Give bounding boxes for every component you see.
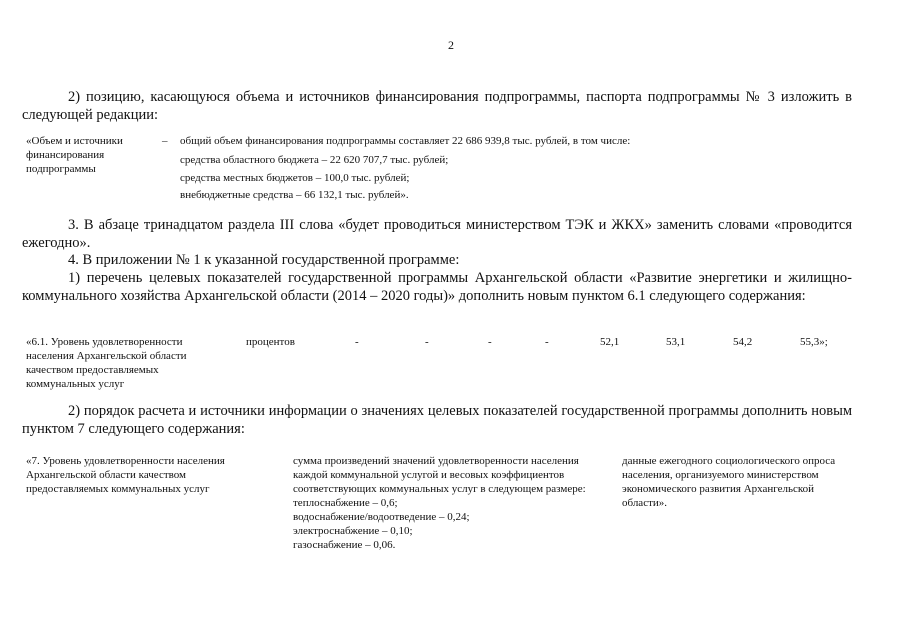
paragraph-item-4-2: 2) порядок расчета и источники информации о значениях целевых показателей государственной программы дополнить новым пунктом 7 следующего содержания: [22,403,852,437]
indicator-value: - [355,336,359,348]
paragraph-item-4: 4. В приложении № 1 к указанной государственной программе: [68,252,460,268]
indicator-value: 52,1 [600,336,620,348]
indicator-value: - [545,336,549,348]
method-weight: электроснабжение – 0,10; [293,525,413,537]
passport-line: общий объем финансирования подпрограммы составляет 22 686 939,8 тыс. рублей, в том числе: [180,135,631,147]
method-indicator: «7. Уровень удовлетворенности населения Архангельской области качеством предоставляемых коммунальных услуг [26,455,225,495]
indicator-value: - [488,336,492,348]
indicator-value: 55,3»; [800,336,828,348]
indicator-value: - [425,336,429,348]
paragraph-item-2: 2) позицию, касающуюся объема и источников финансирования подпрограммы, паспорта подпрограммы № 3 изложить в следующей редакции: [22,89,852,123]
indicator-unit: процентов [246,336,295,348]
passport-dash: – [162,135,168,147]
method-weight: газоснабжение – 0,06. [293,539,396,551]
indicator-value: 54,2 [733,336,753,348]
method-source: данные ежегодного социологического опроса населения, организуемого министерством экономического развития Архангельской области». [622,455,836,509]
passport-line: средства областного бюджета – 22 620 707,7 тыс. рублей; [180,154,449,166]
passport-label: «Объем и источники финансирования подпрограммы [26,135,123,175]
passport-line: внебюджетные средства – 66 132,1 тыс. рублей». [180,189,409,201]
paragraph-item-3: 3. В абзаце тринадцатом раздела III слова «будет проводиться министерством ТЭК и ЖКХ» заменить словами «проводится ежегодно». [22,217,852,251]
indicator-value: 53,1 [666,336,686,348]
method-formula-intro: сумма произведений значений удовлетворенности населения каждой коммунальной услугой и весовых коэффициентов соответствующих коммунальных услуг в следующем размере: [293,455,586,495]
method-weight: теплоснабжение – 0,6; [293,497,398,509]
method-formula [293,454,605,552]
indicator-name: «6.1. Уровень удовлетворенности населения Архангельской области качеством предоставляемых коммунальных услуг [26,336,187,390]
passport-line: средства местных бюджетов – 100,0 тыс. рублей; [180,172,410,184]
page-number: 2 [448,38,454,52]
method-weight: водоснабжение/водоотведение – 0,24; [293,511,470,523]
paragraph-item-4-1: 1) перечень целевых показателей государственной программы Архангельской области «Развитие энергетики и жилищно-коммунального хозяйства Архангельской области (2014 – 2020 годы)» дополнить новым пунктом 6.1 следующего содержания: [22,270,852,304]
